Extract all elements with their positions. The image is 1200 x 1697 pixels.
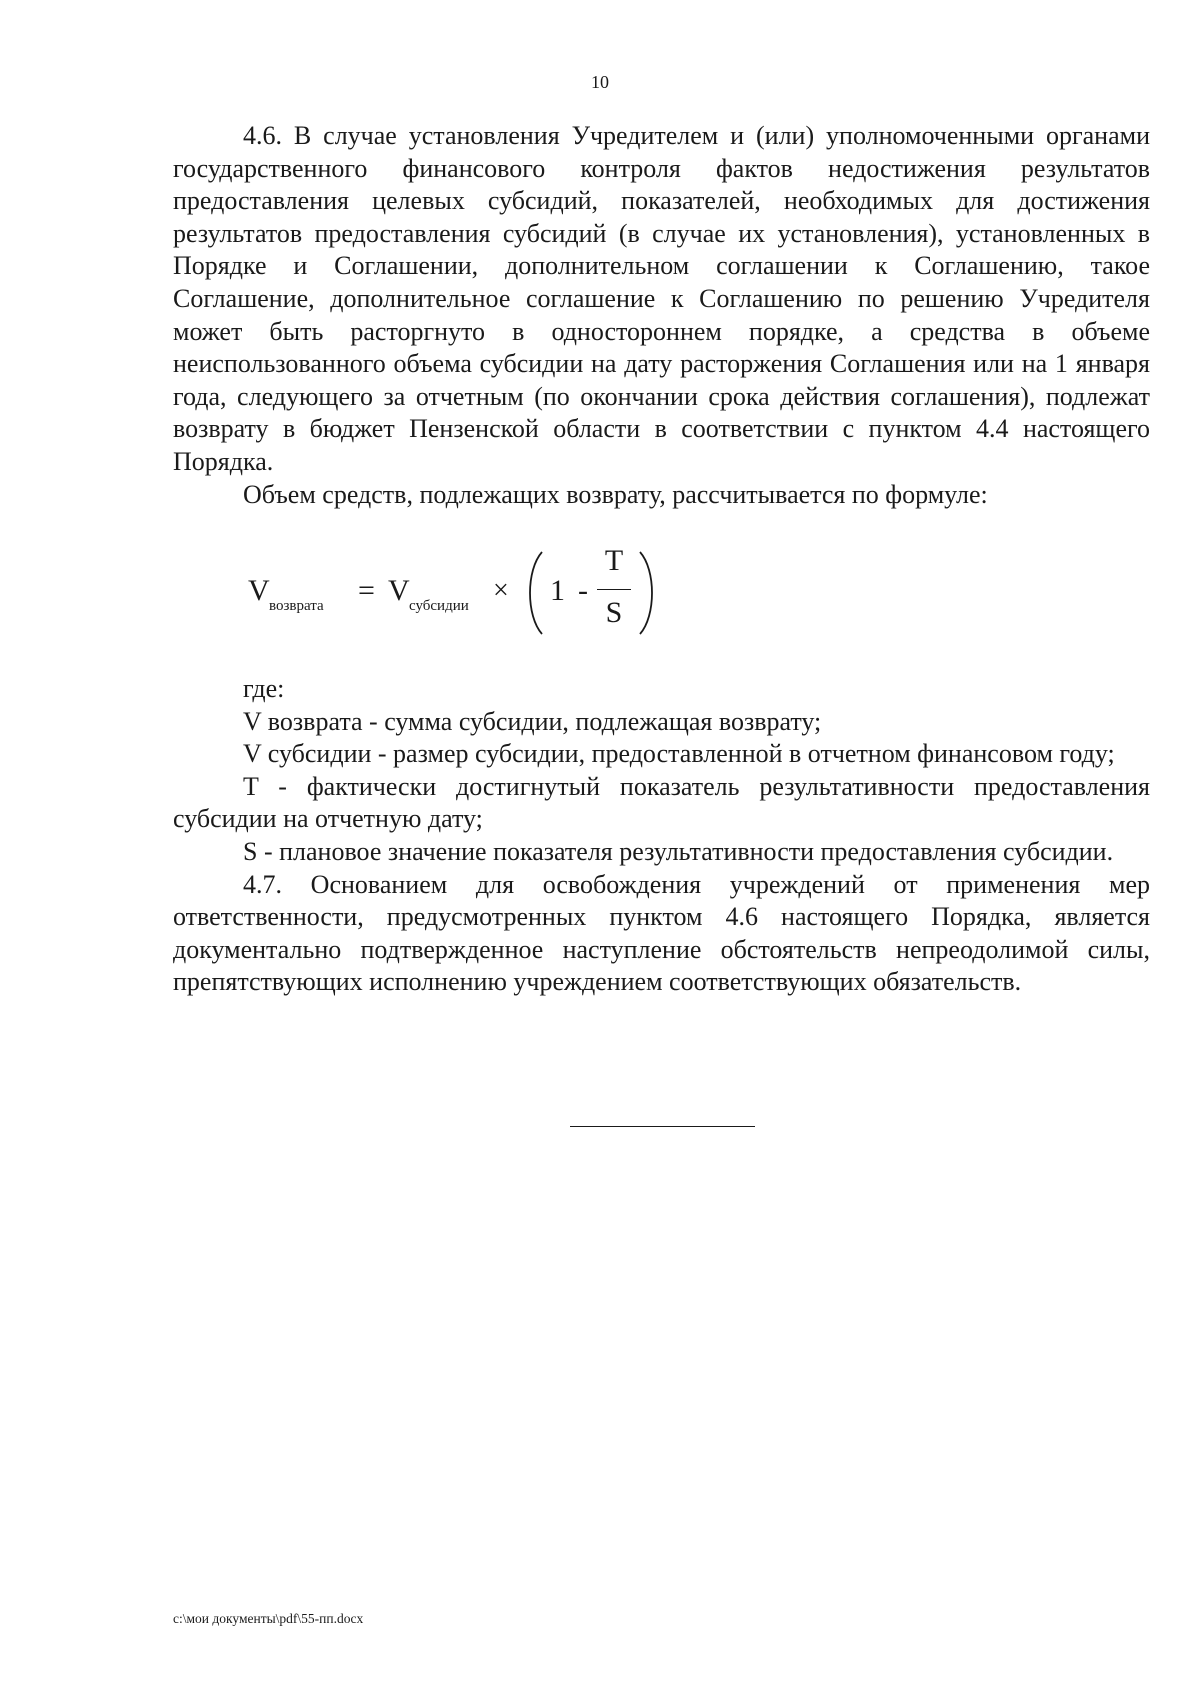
paragraph-4-7: 4.7. Основанием для освобождения учреждений от применения мер ответственности, предусмотренных пунктом 4.6 настоящего Порядка, является документально подтвержденное наступление обстоятельств непреодолимой силы, препятствующих исполнению учреждением соответствующих обязательств. <box>173 869 1150 997</box>
formula-fraction-bar <box>597 589 631 590</box>
where-label: где: <box>243 674 285 703</box>
refund-formula <box>248 544 748 638</box>
document-body-top <box>173 120 1150 511</box>
formula-v-subsidy: V <box>388 574 410 607</box>
formula-numerator: T <box>604 544 624 577</box>
formula-right-paren <box>636 548 658 638</box>
formula-equals: = <box>358 574 375 607</box>
formula-one: 1 <box>550 574 565 607</box>
paragraph-4-6: 4.6. В случае установления Учредителем и (или) уполномоченными органами государственного финансового контроля фактов недостижения результатов предоставления целевых субсидий, показателей, необходимых для достижения результатов предоставления субсидий (в случае их установления), установленных в Порядке и Соглашении, дополнительном соглашении к Соглашению, такое Соглашение, дополнительное соглашение к Соглашению по решению Учредителя может быть расторгнуто в одностороннем порядке, а средства в объеме неиспользованного объема субсидии на дату расторжения Соглашения или на 1 января года, следующего за отчетным (по окончании срока действия соглашения), подлежат возврату в бюджет Пензенской области в соответствии с пунктом 4.4 настоящего Порядка. <box>173 121 1150 476</box>
definition-v-refund: V возврата - сумма субсидии, подлежащая возврату; <box>243 706 822 736</box>
definition-t: T - фактически достигнутый показатель результативности предоставления субсидии на отчетную дату; <box>173 771 1150 834</box>
end-of-document-rule <box>570 1126 755 1127</box>
definition-v-subsidy: V субсидии - размер субсидии, предоставленной в отчетном финансовом году; <box>243 739 1115 769</box>
file-path-footer: c:\мои документы\pdf\55-пп.docx <box>173 1611 364 1626</box>
formula-subscript-subsidy: субсидии <box>409 598 469 614</box>
document-body-bottom <box>173 673 1150 999</box>
formula-minus: - <box>578 574 588 607</box>
formula-v-refund: V <box>248 574 270 607</box>
formula-subscript-refund: возврата <box>269 598 324 614</box>
definition-s: S - плановое значение показателя результативности предоставления субсидии. <box>243 836 1114 866</box>
formula-left-paren <box>524 548 546 638</box>
formula-intro: Объем средств, подлежащих возврату, рассчитывается по формуле: <box>243 479 988 509</box>
formula-denominator: S <box>605 596 623 629</box>
formula-times: × <box>493 575 509 606</box>
page-number: 10 <box>591 72 609 92</box>
